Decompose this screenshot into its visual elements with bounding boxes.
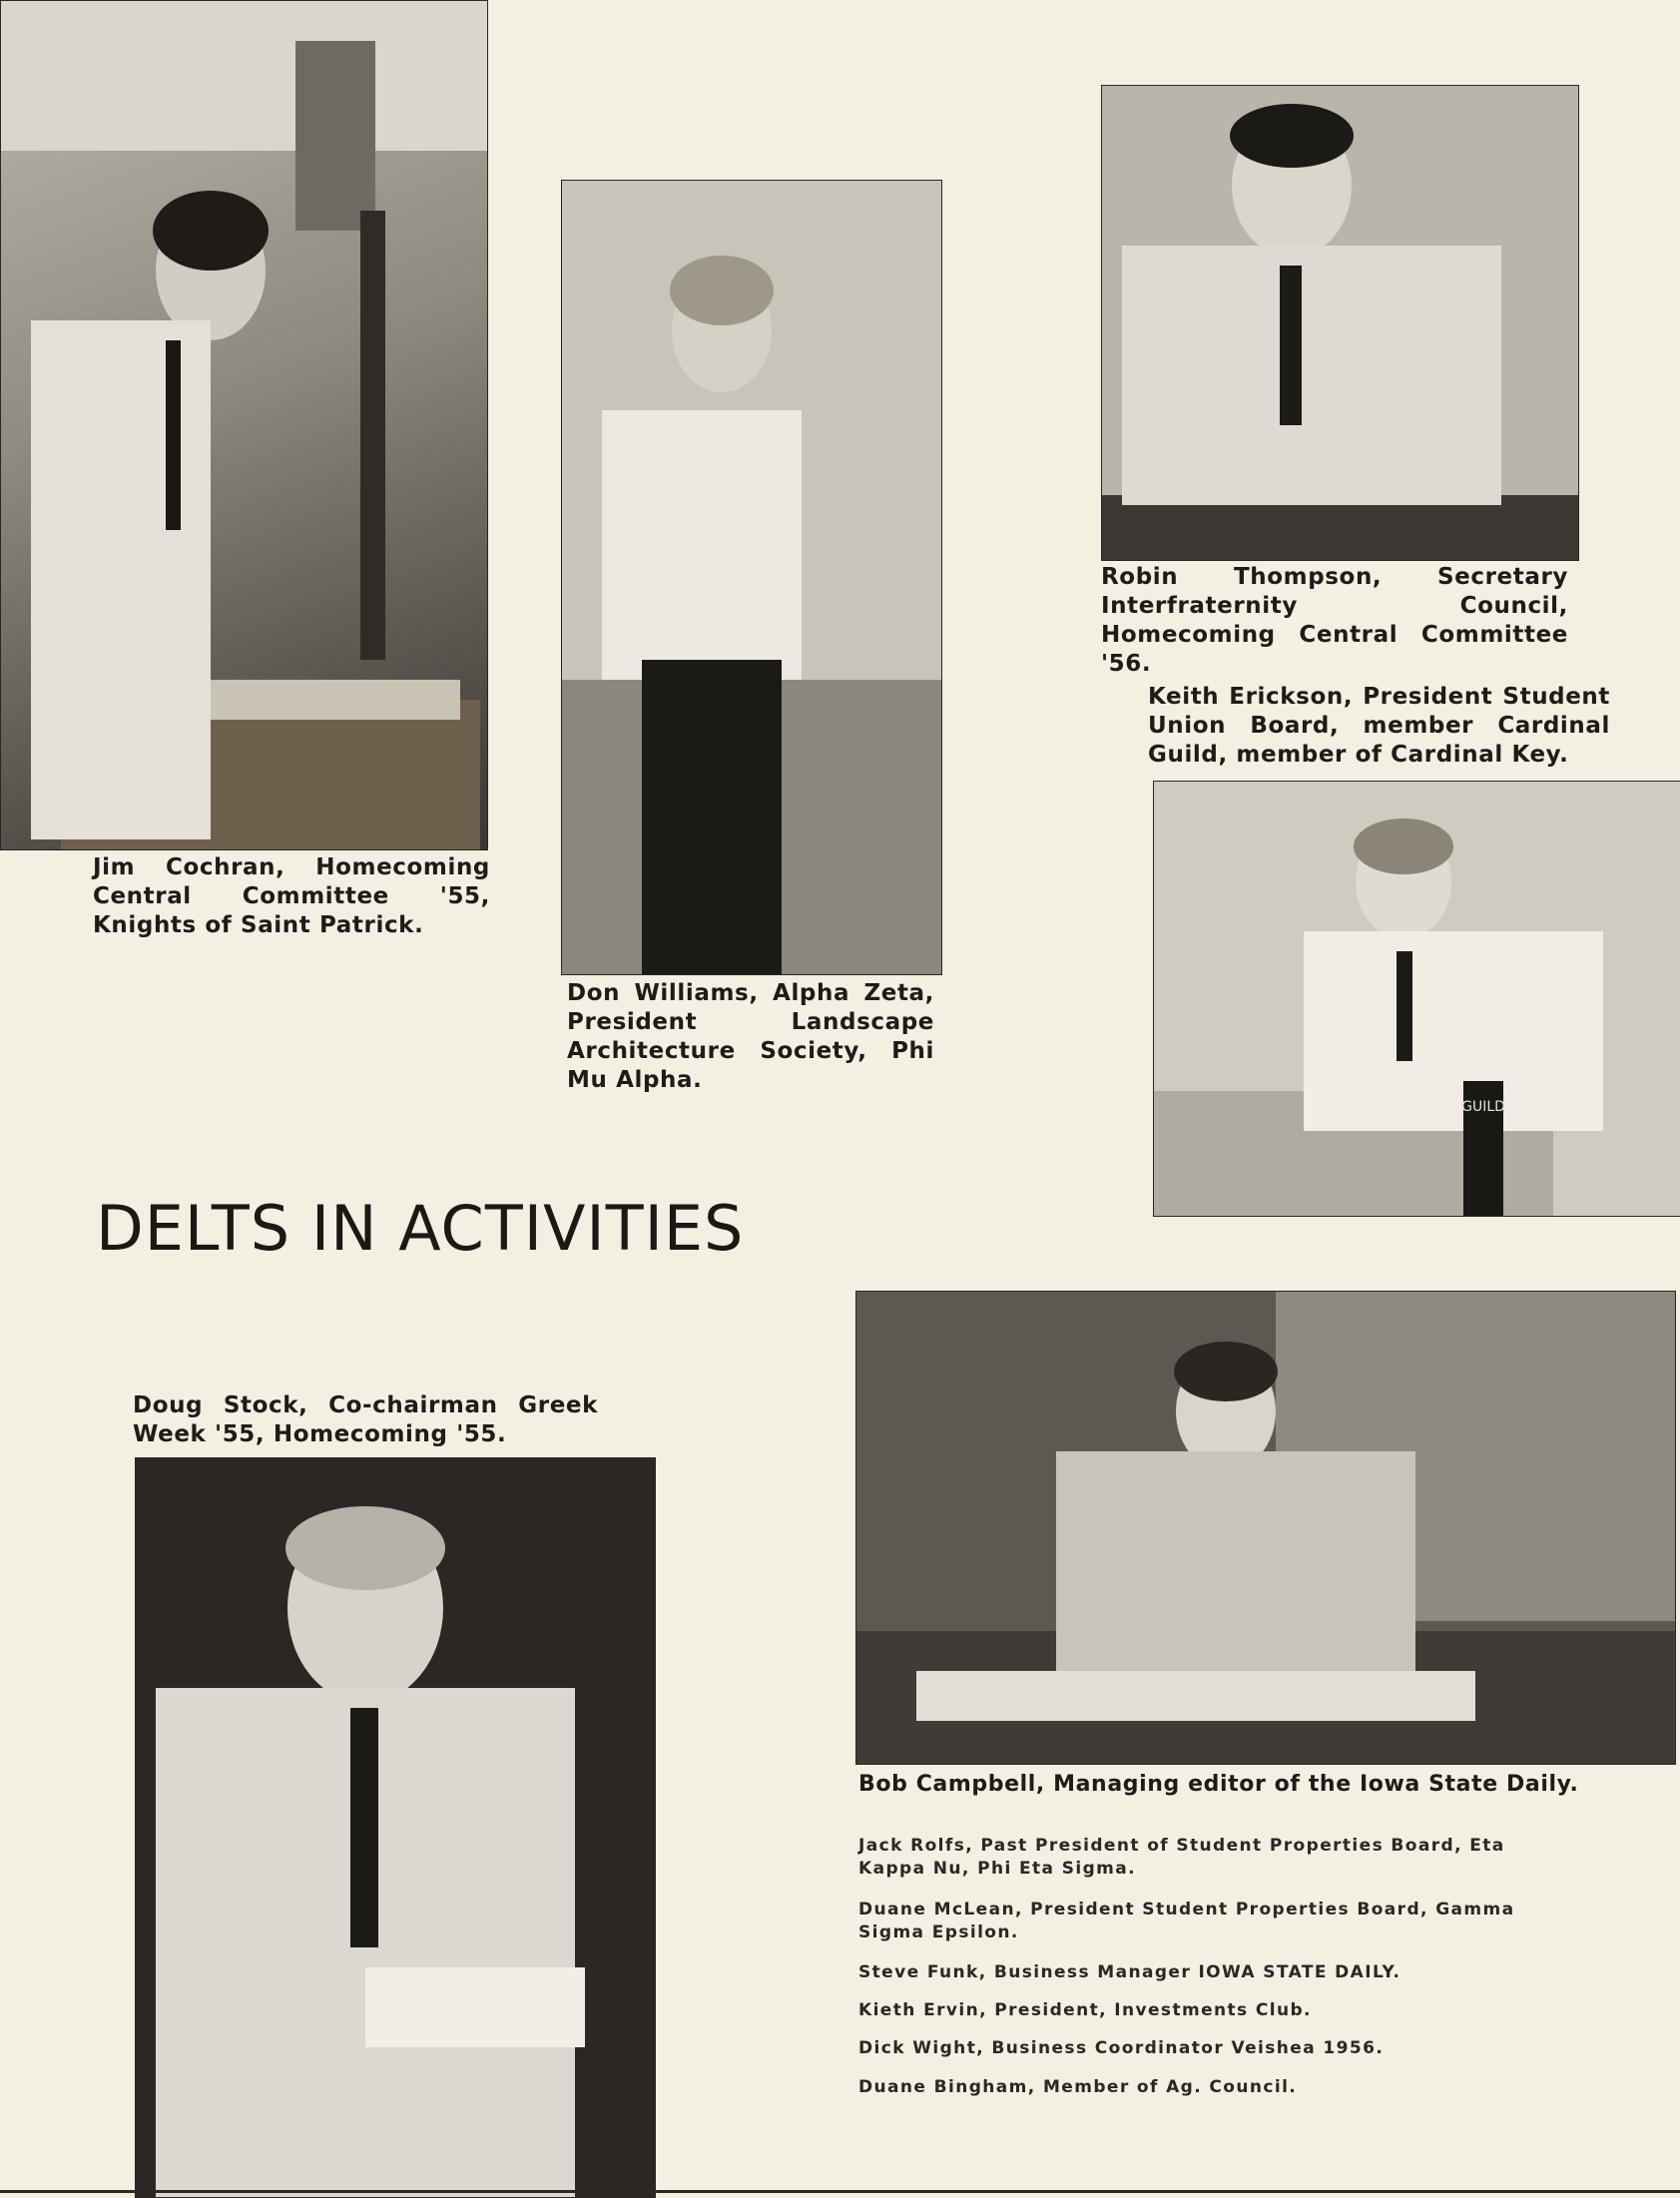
caption-robin-thompson: Robin Thompson, Secretary Interfraternity Council, Homecoming Central Committee '56.: [1101, 564, 1568, 677]
photo-jim-cochran-scene: [1, 1, 487, 849]
bottom-rule: [0, 2190, 1680, 2193]
caption-keith-erickson: Keith Erickson, President Student Union Board, member Cardinal Guild, member of Cardinal Key.: [1148, 684, 1610, 768]
photo-jim-cochran: [0, 0, 488, 850]
list-item: Kieth Ervin, President, Investments Club.: [858, 2000, 1312, 2020]
photo-bob-campbell-scene: [856, 1292, 1675, 1764]
list-item: Duane McLean, President Student Properties Board, Gamma Sigma Epsilon.: [858, 1900, 1515, 1942]
caption-doug-stock: Doug Stock, Co-chairman Greek Week '55, Homecoming '55.: [133, 1392, 598, 1447]
photo-doug-stock-scene: [136, 1458, 655, 2197]
photo-bob-campbell: [855, 1291, 1676, 1765]
list-item: Dick Wight, Business Coordinator Veishea 1956.: [858, 2038, 1385, 2058]
guild-sign-label: GUILD: [1461, 1099, 1505, 1115]
photo-keith-erickson-scene: [1154, 782, 1680, 1216]
caption-don-williams: Don Williams, Alpha Zeta, President Landscape Architecture Society, Phi Mu Alpha.: [567, 980, 934, 1093]
caption-bob-campbell: Bob Campbell, Managing editor of the Iowa State Daily.: [858, 1772, 1579, 1797]
photo-doug-stock: [135, 1457, 656, 2198]
photo-robin-thompson: [1101, 85, 1579, 561]
list-item: Steve Funk, Business Manager IOWA STATE DAILY.: [858, 1962, 1401, 1982]
page-heading: DELTS IN ACTIVITIES: [96, 1192, 745, 1265]
list-item: Jack Rolfs, Past President of Student Properties Board, Eta Kappa Nu, Phi Eta Sigma.: [858, 1836, 1505, 1879]
photo-don-williams-scene: [562, 181, 941, 974]
photo-keith-erickson: [1153, 781, 1680, 1217]
list-item: Duane Bingham, Member of Ag. Council.: [858, 2077, 1298, 2097]
caption-jim-cochran: Jim Cochran, Homecoming Central Committee '55, Knights of Saint Patrick.: [93, 854, 490, 938]
photo-don-williams: [561, 180, 942, 975]
photo-robin-thompson-scene: [1102, 86, 1578, 560]
